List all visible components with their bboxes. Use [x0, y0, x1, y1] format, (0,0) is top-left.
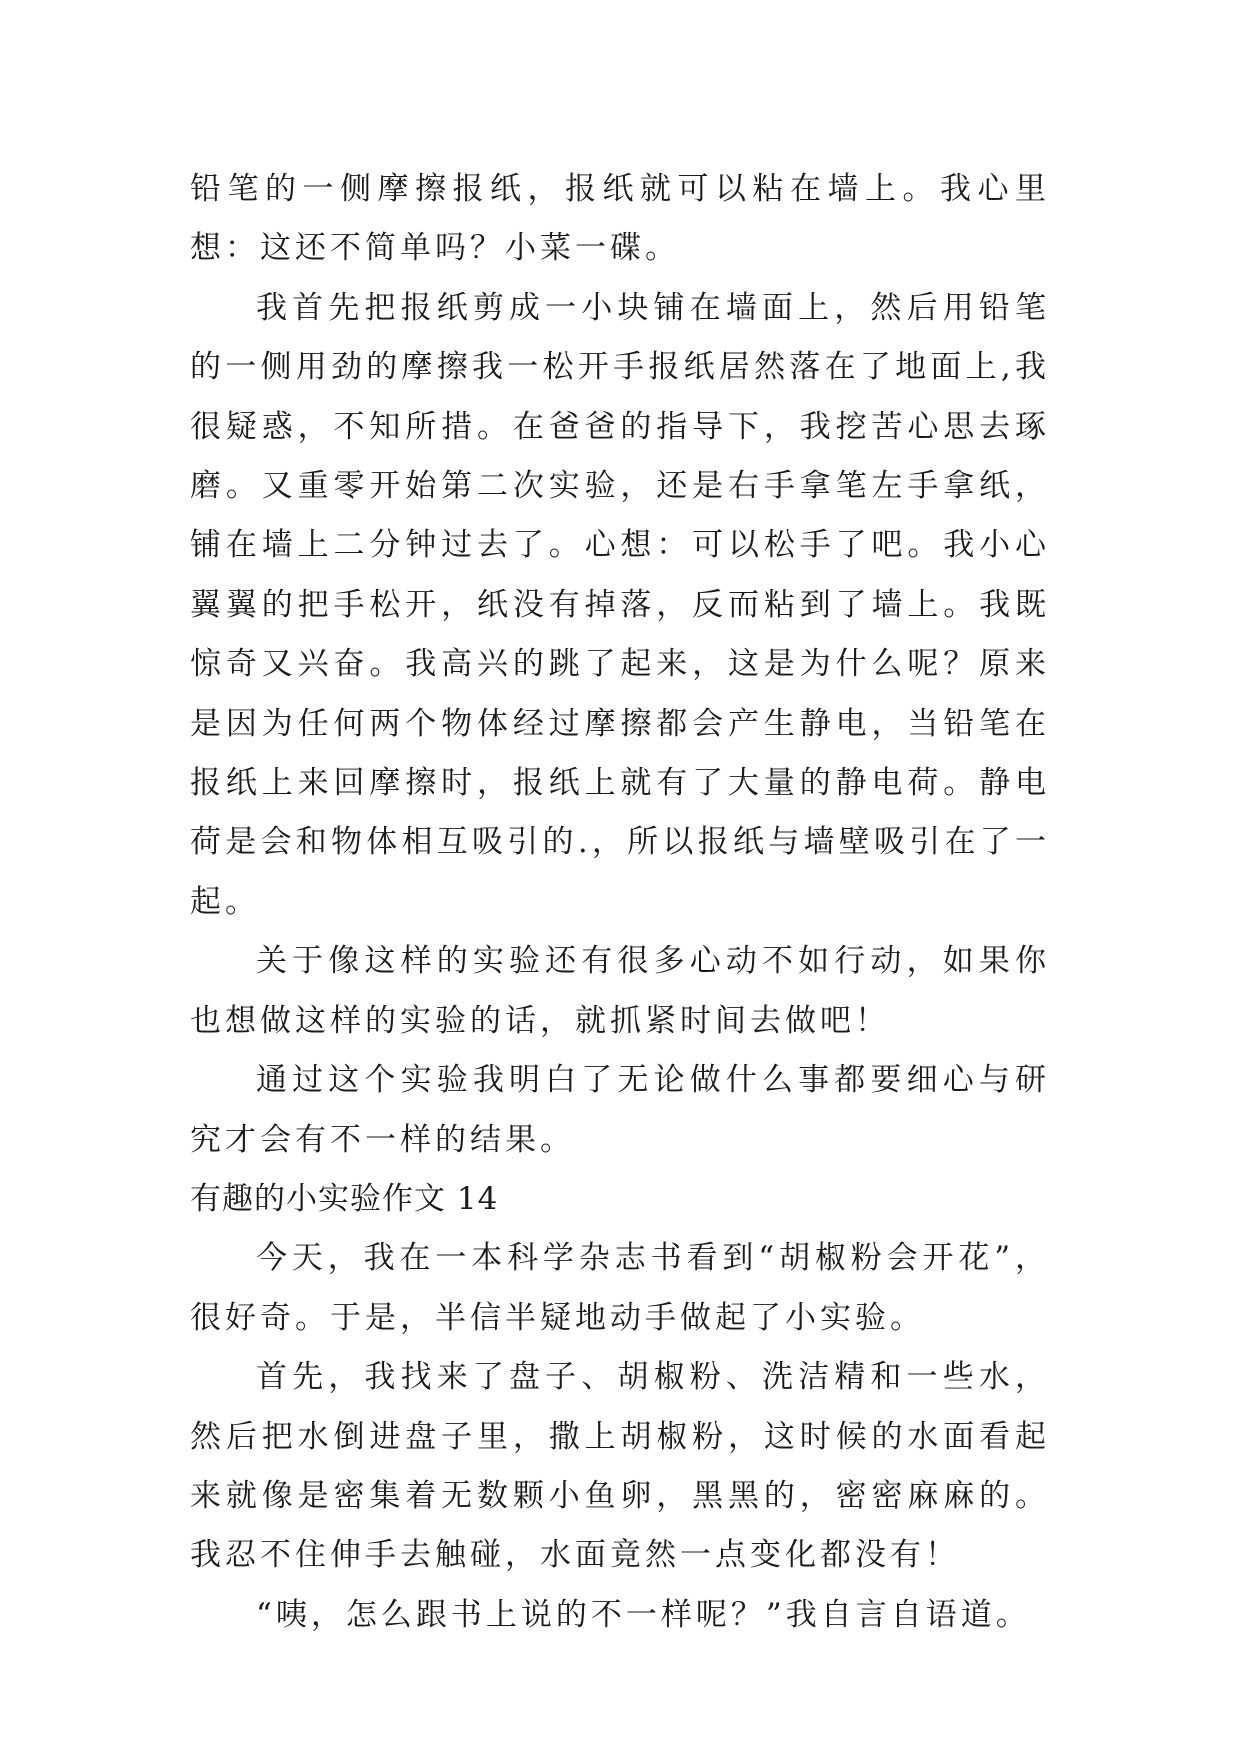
document-body — [190, 160, 1050, 1645]
paragraph-quote: “咦，怎么跟书上说的不一样呢？”我自言自语道。 — [256, 1596, 1031, 1633]
paragraph-continued: 铅笔的一侧摩擦报纸，报纸就可以粘在墙上。我心里想：这还不简单吗？小菜一碟。 — [190, 171, 1050, 267]
section-heading: 有趣的小实验作文 14 — [190, 1180, 499, 1217]
paragraph-intro: 今天，我在一本科学杂志书看到“胡椒粉会开花”，很好奇。于是，半信半疑地动手做起了小实验。 — [190, 1240, 1050, 1336]
paragraph-experiment-process: 我首先把报纸剪成一小块铺在墙面上，然后用铅笔的一侧用劲的摩擦我一松开手报纸居然落在了地面上,我很疑惑，不知所措。在爸爸的指导下，我挖苦心思去琢磨。又重零开始第二次实验，还是右手拿笔左手拿纸，铺在墙上二分钟过去了。心想：可以松手了吧。我小心翼翼的把手松开，纸没有掉落，反而粘到了墙上。我既惊奇又兴奋。我高兴的跳了起来，这是为什么呢？原来是因为任何两个物体经过摩擦都会产生静电，当铅笔在报纸上来回摩擦时，报纸上就有了大量的静电荷。静电荷是会和物体相互吸引的.，所以报纸与墙壁吸引在了一起。 — [190, 289, 1050, 920]
paragraph-encouragement: 关于像这样的实验还有很多心动不如行动，如果你也想做这样的实验的话，就抓紧时间去做吧！ — [190, 943, 1050, 1039]
paragraph-conclusion: 通过这个实验我明白了无论做什么事都要细心与研究才会有不一样的结果。 — [190, 1062, 1050, 1158]
paragraph-first-step: 首先，我找来了盘子、胡椒粉、洗洁精和一些水，然后把水倒进盘子里，撒上胡椒粉，这时候的水面看起来就像是密集着无数颗小鱼卵，黑黑的，密密麻麻的。我忍不住伸手去触碰，水面竟然一点变化都没有！ — [190, 1359, 1050, 1574]
